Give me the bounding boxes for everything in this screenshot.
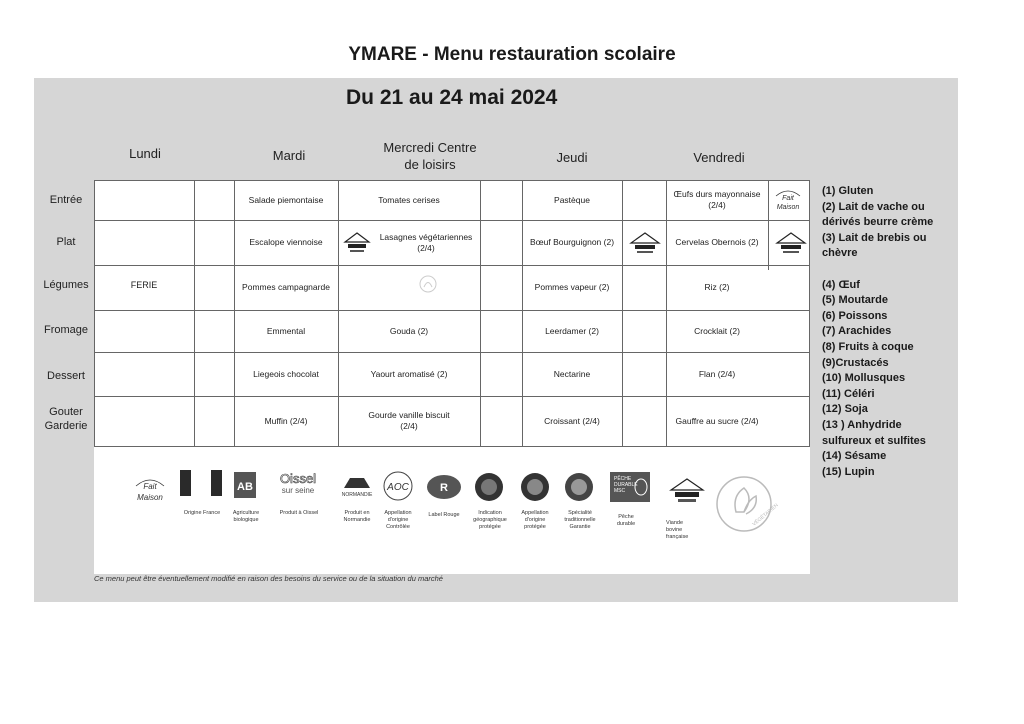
vbf-label-icon-jeudi — [630, 232, 660, 258]
vbf-label-icon-vendredi — [776, 232, 806, 258]
allergen-item: (8) Fruits à coque — [822, 340, 914, 353]
caption-vbf-l1: Viande — [666, 520, 684, 526]
allergen-item: (6) Poissons — [822, 309, 888, 322]
caption-agriculture-bio — [222, 510, 270, 524]
cell-vendredi-dessert: Flan (2/4) — [698, 368, 736, 379]
cell-vendredi-entree-line2: (2/4) — [708, 200, 726, 210]
cell-vendredi-legumes: Riz (2) — [704, 282, 730, 292]
caption-aoc — [376, 510, 420, 531]
caption-normandie — [334, 510, 380, 524]
caption-igp — [466, 510, 514, 531]
day-header-mercredi-line2: de loisirs — [404, 157, 456, 172]
caption-peche-l2: durable — [616, 521, 636, 527]
vegetarian-faded-icon — [418, 274, 438, 294]
cell-mercredi-fromage: Gouda (2) — [389, 325, 429, 336]
allergen-item: chèvre — [822, 247, 858, 260]
cell-mardi-fromage: Emmental — [266, 325, 306, 336]
caption-agriculture-bio-l1: Agriculture — [232, 510, 260, 516]
allergen-item — [822, 262, 972, 278]
cell-mercredi-gouter-line1: Gourde vanille biscuit — [368, 410, 450, 420]
caption-stg-l3: Garantie — [569, 524, 591, 530]
caption-stg-l1: Spécialité — [568, 510, 592, 516]
stg-logo-icon — [564, 472, 594, 502]
allergen-item: (5) Moutarde — [822, 294, 888, 307]
row-label-gouter-line2: Garderie — [44, 420, 88, 432]
caption-aoc-l2: d'origine — [387, 517, 409, 523]
cell-jeudi-gouter: Croissant (2/4) — [544, 415, 600, 426]
caption-aoc-l1: Appellation — [384, 510, 412, 516]
cell-lundi-legumes: FERIE — [130, 279, 158, 290]
igp-logo-icon — [474, 472, 504, 502]
row-label-gouter — [38, 405, 94, 433]
allergen-item: (3) Lait de brebis ou — [822, 231, 927, 244]
footnote: Ce menu peut être éventuellement modifié en raison des besoins du service ou de la situation du marché — [94, 574, 443, 583]
row-label-dessert: Dessert — [47, 370, 85, 382]
cell-mercredi-gouter — [338, 396, 480, 446]
allergen-item: (14) Sésame — [822, 450, 887, 463]
cell-mardi-gouter: Muffin (2/4) — [264, 415, 308, 426]
caption-produit-oissel: Produit à Oissel — [279, 510, 319, 516]
fait-maison-logo-l1: Fait — [143, 482, 157, 491]
caption-vbf-l3: française — [666, 534, 689, 540]
cell-mardi-entree: Salade piemontaise — [248, 194, 324, 205]
aoc-logo-icon — [382, 470, 414, 502]
normandie-logo-text: NORMANDIE — [341, 492, 373, 498]
cell-vendredi-fromage: Crocklait (2) — [694, 325, 740, 336]
oissel-logo-text-l2: sur seine — [281, 486, 315, 495]
caption-peche-durable — [608, 514, 644, 528]
oissel-logo-icon — [272, 470, 324, 496]
day-header-vendredi: Vendredi — [693, 150, 745, 165]
caption-igp-l2: géographique — [473, 517, 507, 523]
caption-agriculture-bio-l2: biologique — [233, 517, 259, 523]
fait-maison-icon-vendredi — [772, 186, 804, 214]
caption-peche-l1: Pêche — [618, 514, 634, 520]
caption-normandie-l2: Normandie — [343, 517, 371, 523]
fait-maison-logo-l2: Maison — [137, 493, 163, 502]
caption-aop-l1: Appellation — [521, 510, 549, 516]
caption-igp-l3: protégée — [479, 524, 501, 530]
msc-logo-text-l3: MSC — [614, 488, 626, 494]
day-header-jeudi: Jeudi — [556, 150, 588, 165]
allergen-item: sulfureux et sulfites — [822, 434, 926, 447]
normandie-logo-icon — [340, 474, 374, 500]
france-flag-icon — [180, 470, 224, 496]
caption-normandie-l1: Produit en — [344, 510, 370, 516]
vegetarien-logo-icon — [714, 474, 780, 534]
msc-logo-text-l1: PÊCHE — [614, 476, 632, 482]
row-label-plat: Plat — [56, 236, 76, 248]
aoc-logo-text: AOC — [387, 482, 409, 493]
fait-maison-small-l2: Maison — [776, 204, 800, 211]
cell-mardi-legumes: Pommes campagnarde — [242, 282, 330, 292]
cell-jeudi-fromage: Leerdamer (2) — [545, 325, 599, 336]
aop-logo-icon — [520, 472, 550, 502]
cell-jeudi-dessert: Nectarine — [553, 368, 591, 379]
caption-stg — [556, 510, 604, 531]
row-label-legumes: Légumes — [43, 279, 89, 291]
cell-mercredi-dessert: Yaourt aromatisé (2) — [370, 368, 448, 379]
caption-aoc-l3: Contrôlée — [386, 524, 410, 530]
caption-vbf-l2: bovine — [666, 527, 683, 533]
vbf-label-icon — [344, 232, 370, 256]
vegetarien-logo-text: VÉGÉTARIEN — [751, 502, 780, 528]
cell-mardi-plat: Escalope viennoise — [249, 237, 323, 247]
caption-igp-l1: Indication — [478, 510, 502, 516]
row-label-fromage: Fromage — [43, 324, 89, 336]
caption-vbf — [666, 520, 708, 541]
cell-vendredi-gouter: Gauffre au sucre (2/4) — [675, 415, 759, 426]
cell-vendredi-entree — [666, 180, 768, 220]
caption-label-rouge: Label Rouge — [428, 512, 460, 518]
oissel-logo-text-l1: Oissel — [279, 471, 317, 486]
cell-mercredi-plat-line2: (2/4) — [417, 242, 435, 253]
cell-mercredi-entree: Tomates cerises — [378, 194, 440, 205]
ab-logo-text: AB — [237, 481, 253, 493]
cell-mercredi-gouter-line2: (2/4) — [400, 421, 418, 431]
cell-vendredi-entree-line1: Œufs durs mayonnaise — [673, 189, 761, 199]
cell-mercredi-plat — [372, 220, 480, 265]
allergen-item: (9)Crustacés — [822, 356, 889, 369]
cell-mardi-dessert: Liegeois chocolat — [253, 368, 319, 379]
caption-aop — [512, 510, 558, 531]
fait-maison-logo — [130, 474, 170, 506]
row-label-gouter-line1: Gouter — [49, 406, 83, 418]
page-title: YMARE - Menu restauration scolaire — [348, 44, 676, 65]
allergen-item: (12) Soja — [822, 403, 868, 416]
allergen-item: (2) Lait de vache ou — [822, 200, 925, 213]
fait-maison-small-l1: Fait — [782, 195, 794, 202]
cell-jeudi-plat: Bœuf Bourguignon (2) — [529, 237, 615, 247]
caption-origine-france: Origine France — [183, 510, 221, 516]
allergen-item: (11) Céléri — [822, 387, 875, 400]
cell-vendredi-plat: Cervelas Obernois (2) — [675, 237, 759, 247]
allergen-item: (10) Mollusques — [822, 372, 906, 385]
allergen-item: (1) Gluten — [822, 185, 874, 197]
label-rouge-icon — [426, 474, 462, 500]
allergen-item: (4) Œuf — [822, 278, 860, 291]
svg-text:R: R — [440, 482, 448, 494]
allergen-item: (13 ) Anhydride — [822, 418, 902, 431]
date-range: Du 21 au 24 mai 2024 — [346, 86, 558, 109]
caption-stg-l2: traditionnelle — [564, 517, 596, 523]
cell-jeudi-entree: Pastèque — [554, 194, 590, 205]
ab-logo-icon — [234, 472, 256, 498]
row-label-entree: Entrée — [49, 194, 83, 206]
cell-mercredi-plat-line1: Lasagnes végétariennes — [379, 231, 473, 242]
day-header-lundi: Lundi — [129, 146, 161, 161]
vbf-logo-icon — [670, 478, 704, 510]
day-header-mercredi — [360, 139, 500, 173]
msc-logo-text-l2: DURABLE — [614, 482, 638, 488]
caption-aop-l2: d'origine — [524, 517, 546, 523]
allergen-list — [822, 184, 972, 480]
allergen-item: dérivés beurre crème — [822, 216, 934, 229]
caption-aop-l3: protégée — [524, 524, 546, 530]
day-header-mercredi-line1: Mercredi Centre — [383, 140, 477, 155]
cell-jeudi-legumes: Pommes vapeur (2) — [534, 282, 610, 292]
msc-logo-icon — [610, 472, 650, 502]
allergen-item: (15) Lupin — [822, 465, 875, 478]
allergen-item: (7) Arachides — [822, 325, 892, 338]
day-header-mardi: Mardi — [272, 148, 306, 163]
